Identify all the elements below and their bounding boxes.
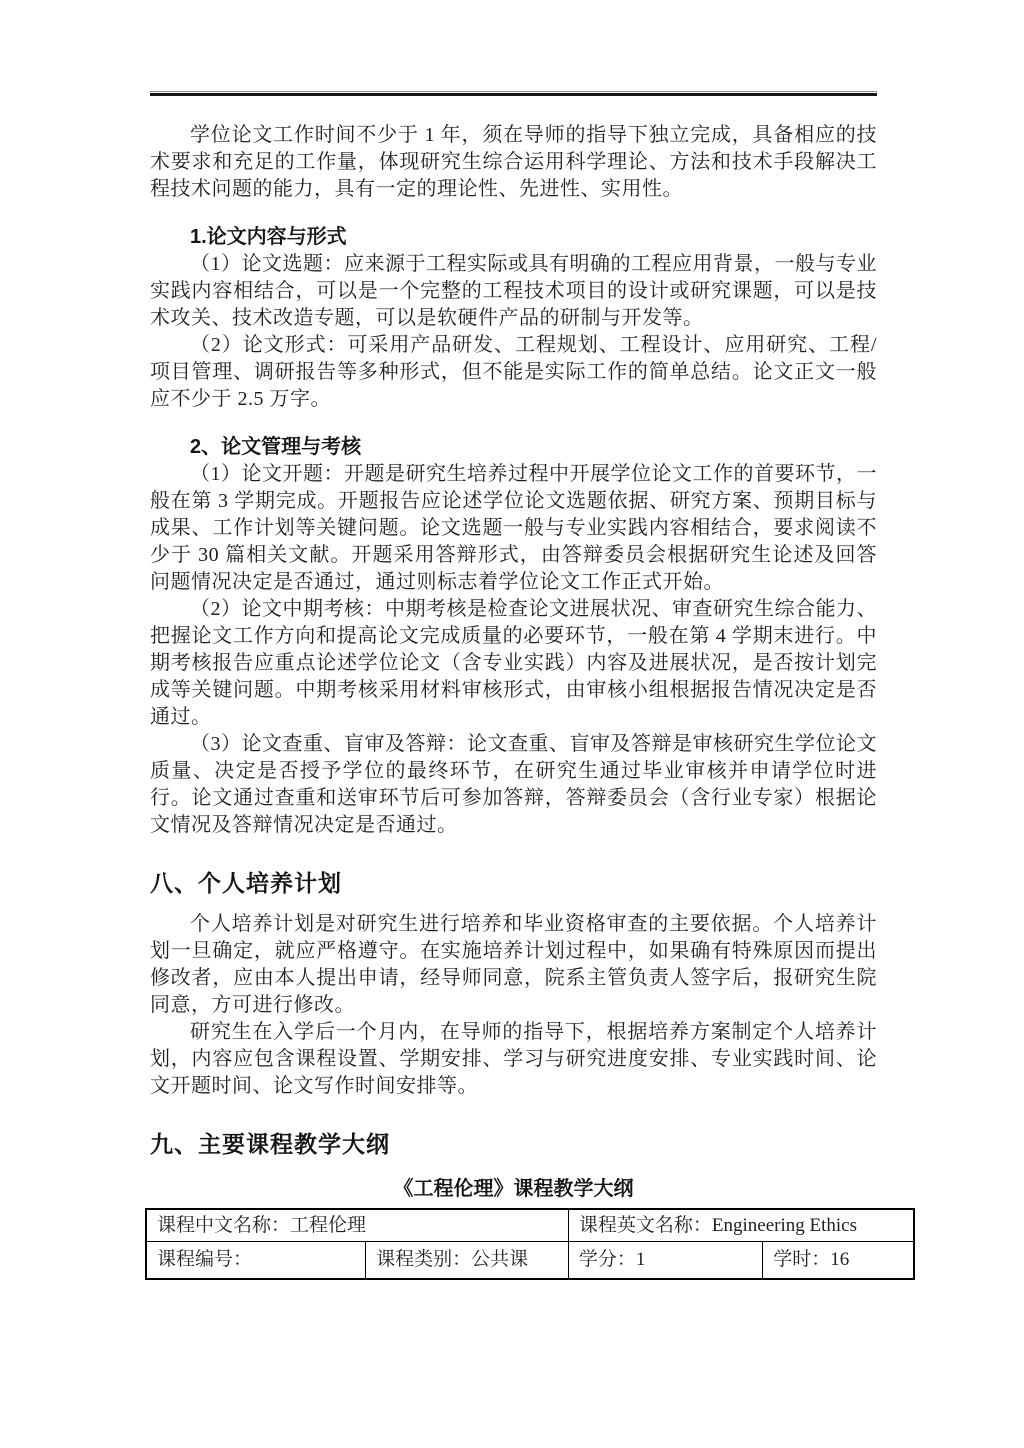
paragraph-thesis-proposal: （1）论文开题：开题是研究生培养过程中开展学位论文工作的首要环节，一般在第 3 学期完成。开题报告应论述学位论文选题依据、研究方案、预期目标与成果、工作计划等关键问题。论文选题一般与专业实践内容相结合，要求阅读不少于 30 篇相关文献。开题采用答辩形式，由答辩委员会根据研究生论述及回答问题情况决定是否通过，通过则标志着学位论文工作正式开始。 — [150, 463, 877, 593]
paragraph-thesis-form: （2）论文形式：可采用产品研发、工程规划、工程设计、应用研究、工程/项目管理、调研报告等多种形式，但不能是实际工作的简单总结。论文正文一般应不少于 2.5 万字。 — [150, 334, 877, 410]
course-credits-cell: 学分：1 — [568, 1242, 762, 1280]
course-outline-title: 《工程伦理》课程教学大纲 — [393, 1178, 634, 1200]
course-english-name-cell: 课程英文名称：Engineering Ethics — [568, 1209, 914, 1242]
course-chinese-name-cell: 课程中文名称：工程伦理 — [146, 1209, 568, 1242]
course-code-cell: 课程编号： — [146, 1242, 366, 1280]
document-content — [150, 108, 877, 1280]
heading-thesis-management: 2、论文管理与考核 — [190, 436, 362, 458]
paragraph-personal-plan-basis: 个人培养计划是对研究生进行培养和毕业资格审查的主要依据。个人培养计划一旦确定，就应严格遵守。在实施培养计划过程中，如果确有特殊原因而提出修改者，应由本人提出申请，经导师同意，院系主管负责人签字后，报研究生院同意，方可进行修改。 — [150, 913, 877, 1016]
heading-thesis-content-and-form: 1.论文内容与形式 — [190, 226, 347, 248]
paragraph-thesis-midterm-review: （2）论文中期考核：中期考核是检查论文进展状况、审查研究生综合能力、把握论文工作方向和提高论文完成质量的必要环节，一般在第 4 学期末进行。中期考核报告应重点论述学位论文（含专业实践）内容及进展状况，是否按计划完成等关键问题。中期考核采用材料审核形式，由审核小组根据报告情况决定是否通过。 — [150, 598, 877, 728]
table-row — [146, 1242, 914, 1280]
intro-paragraph: 学位论文工作时间不少于 1 年，须在导师的指导下独立完成，具备相应的技术要求和充足的工作量，体现研究生综合运用科学理论、方法和技术手段解决工程技术问题的能力，具有一定的理论性、先进性、实用性。 — [150, 124, 877, 200]
paragraph-thesis-defense: （3）论文查重、盲审及答辩：论文查重、盲审及答辩是审核研究生学位论文质量、决定是否授予学位的最终环节，在研究生通过毕业审核并申请学位时进行。论文通过查重和送审环节后可参加答辩，答辩委员会（含行业专家）根据论文情况及答辩情况决定是否通过。 — [150, 733, 877, 836]
table-row — [146, 1209, 914, 1242]
course-info-table — [145, 1208, 915, 1280]
heading-section-8-personal-plan: 八、个人培养计划 — [150, 870, 342, 896]
course-hours-cell: 学时：16 — [763, 1242, 914, 1280]
heading-section-9-course-outlines: 九、主要课程教学大纲 — [150, 1131, 390, 1157]
paragraph-personal-plan-timing: 研究生在入学后一个月内，在导师的指导下，根据培养方案制定个人培养计划，内容应包含课程设置、学期安排、学习与研究进度安排、专业实践时间、论文开题时间、论文写作时间安排等。 — [150, 1021, 877, 1097]
paragraph-thesis-topic: （1）论文选题：应来源于工程实际或具有明确的工程应用背景，一般与专业实践内容相结合，可以是一个完整的工程技术项目的设计或研究课题，可以是技术攻关、技术改造专题，可以是软硬件产品的研制与开发等。 — [150, 253, 877, 329]
course-category-cell: 课程类别：公共课 — [366, 1242, 569, 1280]
page-header-rule — [150, 91, 877, 96]
